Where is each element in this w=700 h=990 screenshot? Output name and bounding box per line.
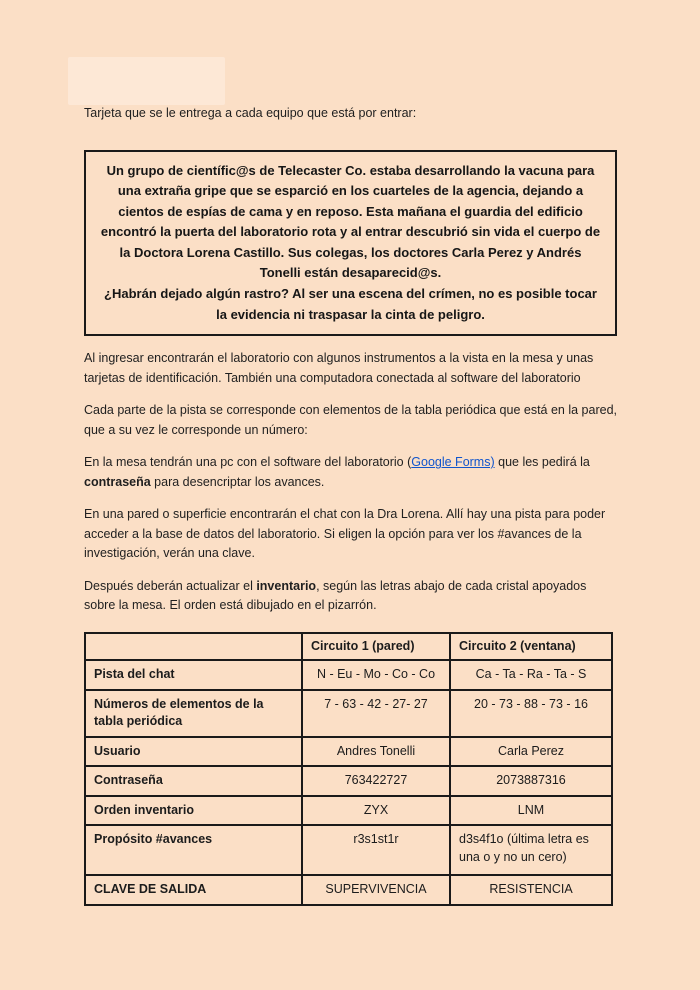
table-row-clave-de-salida [85,875,612,905]
row-label: CLAVE DE SALIDA [85,875,302,905]
paragraph-al-ingresar: Al ingresar encontrarán el laboratorio con algunos instrumentos a la vista en la mesa y unas tarjetas de identificación. También una computadora conectada al software del laboratorio [84,351,594,385]
intro-line: Tarjeta que se le entrega a cada equipo que está por entrar: [84,106,417,120]
table-row-usuario [85,737,612,767]
row-circuito2-value: LNM [450,796,612,826]
table-corner-cell [85,633,302,661]
paragraph-software-lab [84,453,617,492]
table-header-circuito2: Circuito 2 (ventana) [450,633,612,661]
story-box [84,150,617,337]
document-content [84,104,617,906]
table-header-row [85,633,612,661]
p3-text-before: En la mesa tendrán una pc con el software del laboratorio ( [84,455,412,470]
row-label: Propósito #avances [85,825,302,875]
row-label: Orden inventario [85,796,302,826]
p3-text-after: para desencriptar los avances. [150,474,325,489]
story-box-part1: Un grupo de científic@s de Telecaster Co. estaba desarrollando la vacuna para una extraña gripe que se esparció en los cuarteles de la agencia, dejando a cientos de espías de cama y en reposo. Esta mañana el guardia del edificio encontró la puerta del laboratorio rota y al entrar descubrió sin vida el cuerpo de la Doctora Lorena Castillo. Sus colegas, los doctores Carla Perez y Andrés Tonelli están desaparecid@s. [100,162,601,281]
row-circuito1-value: SUPERVIVENCIA [302,875,450,905]
table-row-numeros-elementos [85,690,612,737]
google-forms-link[interactable]: Google Forms) [411,455,495,470]
table-row-orden-inventario [85,796,612,826]
table-header-circuito1: Circuito 1 (pared) [302,633,450,661]
row-circuito2-value: RESISTENCIA [450,875,612,905]
paragraph-cada-parte: Cada parte de la pista se corresponde con elementos de la tabla periódica que está en la pared, que a su vez le corresponde un número: [84,403,617,437]
row-circuito1-value: Andres Tonelli [302,737,450,767]
row-circuito2-value: Carla Perez [450,737,612,767]
row-label: Pista del chat [85,660,302,690]
row-circuito2-value: d3s4f1o (última letra es una o y no un cero) [450,825,612,875]
row-circuito1-value: 763422727 [302,766,450,796]
paragraph-inventario [84,577,617,616]
p5-text-after: , según las letras abajo de cada cristal apoyados sobre la mesa. El orden está dibujado en el pizarrón. [84,578,587,613]
row-circuito1-value: N - Eu - Mo - Co - Co [302,660,450,690]
row-circuito2-value: 20 - 73 - 88 - 73 - 16 [450,690,612,737]
row-circuito1-value: ZYX [302,796,450,826]
table-row-proposito-avances [85,825,612,875]
row-label: Contraseña [85,766,302,796]
p3-text-mid: que les pedirá la [494,455,590,470]
row-label: Usuario [85,737,302,767]
p5-text-before: Después deberán actualizar el [84,578,257,593]
row-circuito2-value: 2073887316 [450,766,612,796]
paragraph-chat-dra-lorena: En una pared o superficie encontrarán el chat con la Dra Lorena. Allí hay una pista para poder acceder a la base de datos del laboratorio. Si eligen la opción para ver los #avances de la investigación, verán una clave. [84,507,606,561]
faded-highlight-rect [68,57,225,105]
p3-bold-contrasena: contraseña [84,474,151,489]
row-circuito2-value: Ca - Ta - Ra - Ta - S [450,660,612,690]
clues-table [84,632,613,906]
story-box-part2: ¿Habrán dejado algún rastro? Al ser una escena del crímen, no es posible tocar la evidencia ni traspasar la cinta de peligro. [104,286,597,322]
table-row-pista-del-chat [85,660,612,690]
p5-bold-inventario: inventario [256,578,317,593]
row-circuito1-value: 7 - 63 - 42 - 27- 27 [302,690,450,737]
row-circuito1-value: r3s1st1r [302,825,450,875]
table-row-contrasena [85,766,612,796]
row-label: Números de elementos de la tabla periódica [85,690,302,737]
